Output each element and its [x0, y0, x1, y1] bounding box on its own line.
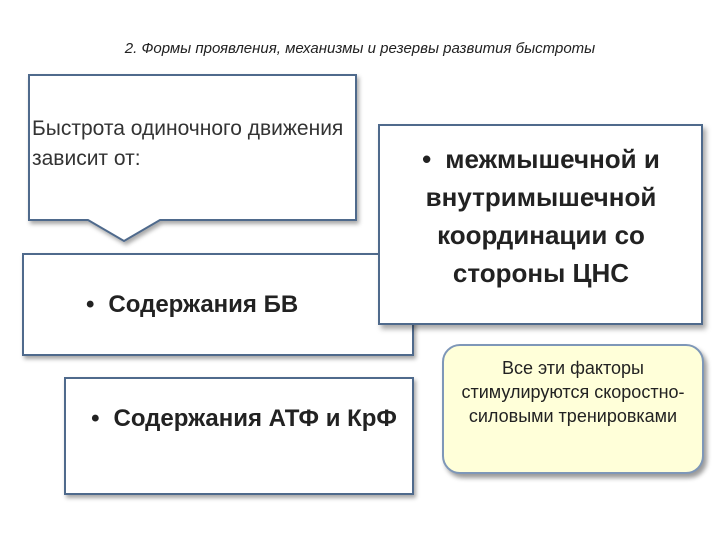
factor-box-coordination [378, 124, 703, 325]
bullet: • [91, 405, 100, 432]
note-box [442, 344, 704, 474]
factor-item-bv [86, 291, 298, 319]
factor-label-atf: Содержания АТФ и КрФ [113, 405, 397, 432]
bullet: • [86, 291, 95, 318]
callout-text: Быстрота одиночного движения зависит от: [32, 117, 344, 170]
factor-label-coordination: межмышечной и внутримышечной координации со стороны ЦНС [425, 144, 660, 288]
slide-title: 2. Формы проявления, механизмы и резервы развития быстроты [124, 40, 596, 57]
factor-label-bv: Содержания БВ [108, 291, 299, 318]
factor-box-atf [64, 377, 414, 495]
note-text: Все эти факторы стимулируются скоростно-силовыми тренировками [461, 358, 685, 426]
factor-box-bv [22, 253, 414, 356]
factor-item-coordination [386, 140, 696, 292]
factor-item-atf [84, 403, 404, 435]
bullet: • [422, 144, 432, 174]
